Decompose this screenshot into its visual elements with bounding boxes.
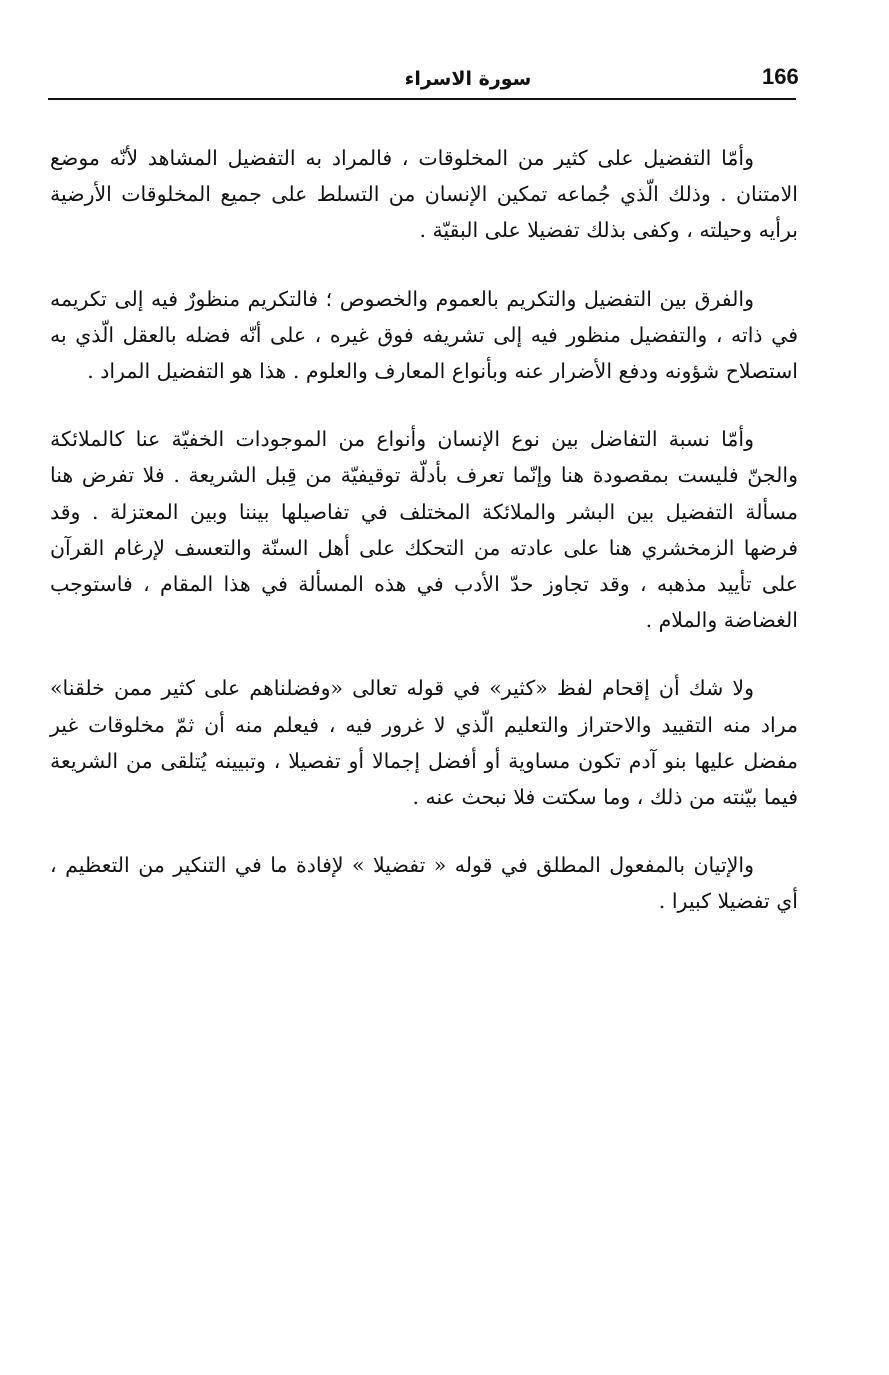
paragraph-2: والفرق بين التفضيل والتكريم بالعموم والخصوص ؛ فالتكريم منظورٌ فيه إلى تكريمه في ذاته ، والتفضيل منظور فيه إلى تشريفه فوق غيره ، على أنّه فضله بالعقل الّذي به استصلاح شؤونه ودفع الأضرار عنه وبأنواع المعارف والعلوم . هذا هو التفضيل المراد .: [50, 286, 798, 384]
page-header: [48, 62, 799, 102]
page-body: [50, 140, 798, 920]
paragraph-1: وأمّا التفضيل على كثير من المخلوقات ، فالمراد به التفضيل المشاهد لأنّه موضع الامتنان . وذلك الّذي جُماعه تمكين الإنسان من التسلط على جميع المخلوقات الأرضية برأيه وحيلته ، وكفى بذلك تفضيلا على البقيّة .: [50, 146, 798, 243]
header-divider: [48, 98, 796, 100]
paragraph-4: ولا شك أن إقحام لفظ «كثير» في قوله تعالى «وفضلناهم على كثير ممن خلقنا» مراد منه التقييد والاحتراز والتعليم الّذي لا غرور فيه ، فيعلم منه أن ثمّ مخلوقات غير مفضل عليها بنو آدم تكون مساوية أو أفضل إجمالا أو تفصيلا ، وتبيينه يُتلقى من الشريعة فيما بيّنته من ذلك ، وما سكتت فلا نبحث عنه .: [50, 676, 798, 810]
running-title: سورة الاسراء: [404, 68, 532, 90]
paragraph-3: وأمّا نسبة التفاضل بين نوع الإنسان وأنواع من الموجودات الخفيّة عنا كالملائكة والجنّ فليست بمقصودة هنا وإنّما تعرف بأدلّة توقيفيّة من قِبل الشريعة . فلا تفرض هنا مسألة التفضيل بين البشر والملائكة المختلف في تفاصيلها بيننا وبين المعتزلة . وقد فرضها الزمخشري هنا على عادته من التحكك على أهل السنّة والتعسف لإرغام القرآن على تأييد مذهبه ، وقد تجاوز حدّ الأدب في هذه المسألة في هذا المقام ، فاستوجب الغضاضة والملام .: [50, 427, 798, 633]
page-number: 166: [762, 64, 799, 89]
paragraph-5: والإتيان بالمفعول المطلق في قوله « تفضيلا » لإفادة ما في التنكير من التعظيم ، أي تفضيلا كبيرا .: [50, 853, 798, 914]
